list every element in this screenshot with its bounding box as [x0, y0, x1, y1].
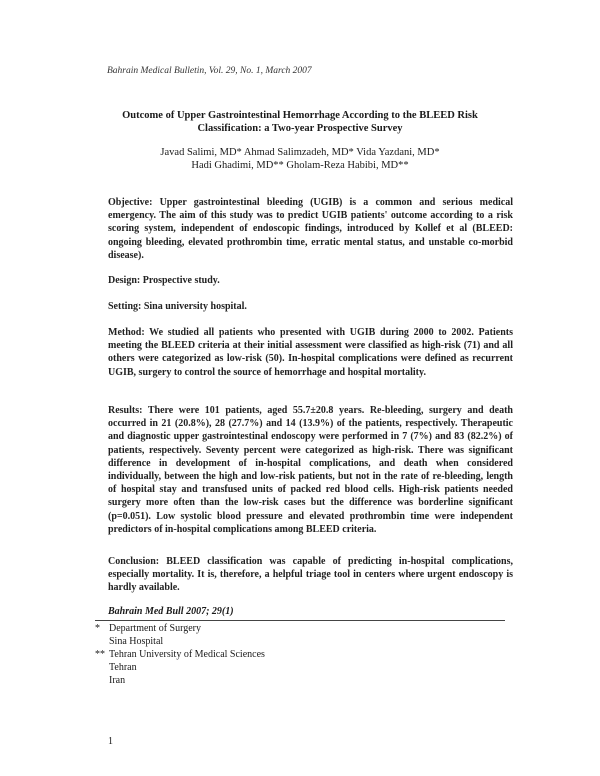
abstract-results [108, 404, 513, 536]
method-text: Method: We studied all patients who presented with UGIB during 2000 to 2002. Patients meeting the BLEED criteria at their initial assessment were classified as high-risk (71) and all others were categorized as low-risk (50). In-hospital complications were defined as recurrent UGIB, surgery to control the source of hemorrhage and hospital mortality. [108, 327, 513, 378]
design-text: Design: Prospective study. [108, 275, 220, 286]
title-line-1: Outcome of Upper Gastrointestinal Hemorrhage According to the BLEED Risk [122, 110, 478, 121]
authors-line-1: Javad Salimi, MD* Ahmad Salimzadeh, MD* Vida Yazdani, MD* [160, 147, 440, 158]
abstract-setting [108, 300, 513, 313]
affiliation-2 [95, 648, 395, 661]
article-title [90, 109, 510, 135]
affiliation-2-line-3: Iran [109, 675, 126, 686]
affiliation-1 [95, 622, 395, 635]
objective-text: Objective: Upper gastrointestinal bleeding (UGIB) is a common and serious medical emergency. The aim of this study was to predict UGIB patients' outcome according to a risk scoring system, independent of endoscopic findings, introduced by Kollef et al (BLEED: ongoing bleeding, elevated prothrombin time, erratic mental status, and unstable co-morbid disease). [108, 197, 513, 261]
conclusion-text: Conclusion: BLEED classification was capable of predicting in-hospital complications, especially mortality. It is, therefore, a helpful triage tool in centers where urgent endoscopy is hardly available. [108, 556, 513, 594]
abstract-conclusion [108, 555, 513, 595]
authors [90, 146, 510, 172]
abstract-objective [108, 196, 513, 262]
affiliation-1-line-2: Sina Hospital [109, 636, 164, 647]
affiliation-2-line-1: Tehran University of Medical Sciences [109, 649, 265, 660]
affiliation-mark-2: ** [95, 649, 105, 660]
setting-text: Setting: Sina university hospital. [108, 301, 247, 312]
title-line-2: Classification: a Two-year Prospective Survey [197, 123, 403, 134]
results-text: Results: There were 101 patients, aged 55.7±20.8 years. Re-bleeding, surgery and death occurred in 21 (20.8%), 28 (27.7%) and 14 (13.9%) of the patients, respectively. Therapeutic and diagnostic upper gastrointestinal endoscopy were performed in 7 (7%) and 83 (82.2%) of patients, respectively. Seventy percent were categorized as high-risk. There was significant difference in development of in-hospital complications, and death when considered individually, between the high and low-risk patients, but not in the rate of re-bleeding, length of hospital stay and transfused units of packed red blood cells. High-risk patients needed surgery more often than the low-risk cases but the difference was borderline significant (p=0.051). Low systolic blood pressure and elevated prothrombin time were independent predictors of in-hospital complications among BLEED criteria. [108, 405, 513, 535]
abstract-design [108, 274, 513, 287]
affiliation-2-line-2: Tehran [109, 662, 137, 673]
affiliation-mark-1: * [95, 623, 100, 634]
journal-header: Bahrain Medical Bulletin, Vol. 29, No. 1, March 2007 [107, 66, 312, 76]
abstract-method [108, 326, 513, 379]
page-number: 1 [108, 736, 113, 747]
authors-line-2: Hadi Ghadimi, MD** Gholam-Reza Habibi, MD** [191, 160, 409, 171]
citation: Bahrain Med Bull 2007; 29(1) [108, 606, 234, 617]
affiliation-1-line-1: Department of Surgery [109, 623, 202, 634]
footnote-divider [95, 620, 505, 621]
